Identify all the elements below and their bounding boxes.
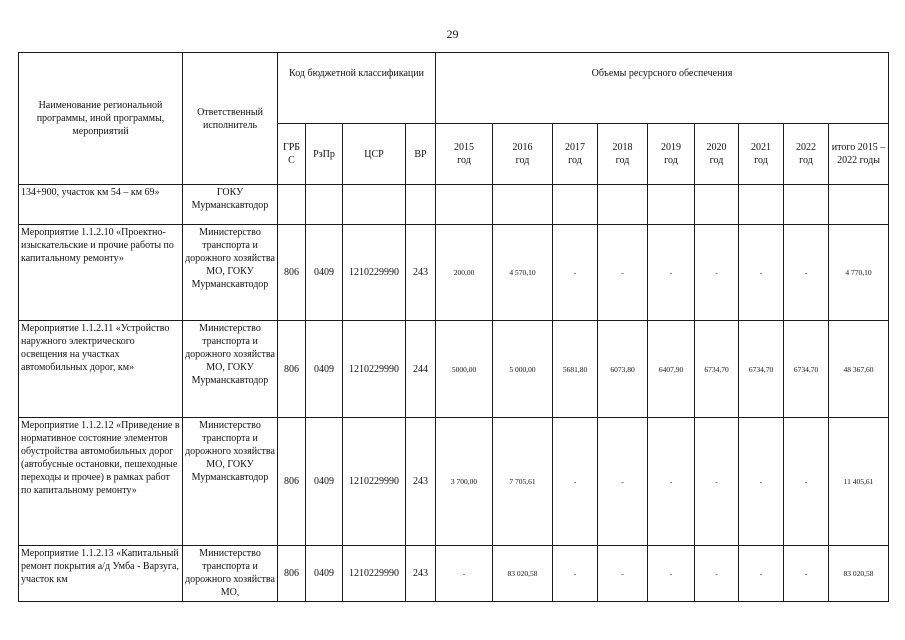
row-value-2016: 5 000,00 (493, 321, 553, 418)
header-year-2015: 2015 год (436, 124, 493, 185)
row-executor: Министерство транспорта и дорожного хозяйства МО, ГОКУ Мурманскавтодор (183, 321, 278, 418)
row-value-2017: - (553, 225, 598, 321)
row-value-2020 (695, 185, 739, 225)
row-value-2016: 7 705,61 (493, 418, 553, 546)
row-value-2015: 5000,00 (436, 321, 493, 418)
row-grbs (278, 185, 306, 225)
row-name: Мероприятие 1.1.2.12 «Приведение в нормативное состояние элементов обустройства автомобильных дорог (автобусные остановки, пешеходные переходы и прочее) в рамках работ по капитальному ремонту» (19, 418, 183, 546)
header-year-2018: 2018 год (598, 124, 648, 185)
row-value-2021: - (739, 418, 784, 546)
row-name: Мероприятие 1.1.2.10 «Проектно-изыскательские и прочие работы по капитальному ремонту» (19, 225, 183, 321)
header-year-2019: 2019 год (648, 124, 695, 185)
header-year-2022: 2022 год (784, 124, 829, 185)
table-row (19, 185, 889, 225)
row-value-2017 (553, 185, 598, 225)
header-csr: ЦСР (343, 124, 406, 185)
row-value-2019 (648, 185, 695, 225)
row-grbs: 806 (278, 546, 306, 602)
row-value-2019: - (648, 546, 695, 602)
row-vr: 243 (406, 225, 436, 321)
header-year-2017: 2017 год (553, 124, 598, 185)
row-rzpr: 0409 (306, 225, 343, 321)
row-vr: 243 (406, 546, 436, 602)
row-total: 83 020,58 (829, 546, 889, 602)
row-value-2020: 6734,70 (695, 321, 739, 418)
header-year-2020: 2020 год (695, 124, 739, 185)
row-value-2016: 4 570,10 (493, 225, 553, 321)
row-rzpr: 0409 (306, 418, 343, 546)
row-value-2022: - (784, 418, 829, 546)
header-vr: ВР (406, 124, 436, 185)
row-grbs: 806 (278, 418, 306, 546)
header-total: итого 2015 – 2022 годы (829, 124, 889, 185)
header-grbs: ГРБ С (278, 124, 306, 185)
row-executor: Министерство транспорта и дорожного хозяйства МО, ГОКУ Мурманскавтодор (183, 225, 278, 321)
header-rzpr: РзПр (306, 124, 343, 185)
page-number: 29 (446, 27, 459, 41)
row-value-2019: 6407,90 (648, 321, 695, 418)
row-value-2021: - (739, 225, 784, 321)
row-total: 48 367,60 (829, 321, 889, 418)
row-value-2015: 3 700,00 (436, 418, 493, 546)
row-rzpr (306, 185, 343, 225)
row-csr (343, 185, 406, 225)
row-value-2015: - (436, 546, 493, 602)
header-name: Наименование региональной программы, иной программы, мероприятий (19, 53, 183, 185)
row-csr: 1210229990 (343, 546, 406, 602)
row-grbs: 806 (278, 225, 306, 321)
row-value-2016 (493, 185, 553, 225)
row-name: 134+900, участок км 54 – км 69» (19, 185, 183, 225)
row-vr (406, 185, 436, 225)
row-executor: Министерство транспорта и дорожного хозяйства МО, (183, 546, 278, 602)
row-value-2018: - (598, 225, 648, 321)
row-total (829, 185, 889, 225)
header-executor: Ответственный исполнитель (183, 53, 278, 185)
row-value-2021: 6734,70 (739, 321, 784, 418)
row-csr: 1210229990 (343, 225, 406, 321)
row-csr: 1210229990 (343, 321, 406, 418)
row-value-2015 (436, 185, 493, 225)
budget-table (18, 52, 889, 602)
row-value-2022: 6734,70 (784, 321, 829, 418)
row-csr: 1210229990 (343, 418, 406, 546)
row-value-2018: 6073,80 (598, 321, 648, 418)
row-rzpr: 0409 (306, 321, 343, 418)
table-row (19, 321, 889, 418)
row-executor: ГОКУ Мурманскавтодор (183, 185, 278, 225)
row-vr: 243 (406, 418, 436, 546)
header-year-2016: 2016 год (493, 124, 553, 185)
row-value-2021 (739, 185, 784, 225)
row-value-2016: 83 020,58 (493, 546, 553, 602)
header-year-2021: 2021 год (739, 124, 784, 185)
row-value-2018 (598, 185, 648, 225)
row-value-2019: - (648, 225, 695, 321)
row-value-2020: - (695, 418, 739, 546)
header-resources: Объемы ресурсного обеспечения (436, 53, 889, 124)
row-value-2015: 200,00 (436, 225, 493, 321)
header-budget-code: Код бюджетной классификации (278, 53, 436, 124)
row-value-2017: - (553, 418, 598, 546)
row-value-2022: - (784, 546, 829, 602)
row-vr: 244 (406, 321, 436, 418)
row-value-2018: - (598, 546, 648, 602)
row-total: 11 405,61 (829, 418, 889, 546)
row-executor: Министерство транспорта и дорожного хозяйства МО, ГОКУ Мурманскавтодор (183, 418, 278, 546)
row-value-2018: - (598, 418, 648, 546)
row-value-2020: - (695, 546, 739, 602)
row-value-2017: 5681,80 (553, 321, 598, 418)
row-grbs: 806 (278, 321, 306, 418)
row-name: Мероприятие 1.1.2.11 «Устройство наружного электрического освещения на участках автомобильных дорог, км» (19, 321, 183, 418)
table-row (19, 546, 889, 602)
row-total: 4 770,10 (829, 225, 889, 321)
table-row (19, 418, 889, 546)
row-value-2022 (784, 185, 829, 225)
row-value-2021: - (739, 546, 784, 602)
row-name: Мероприятие 1.1.2.13 «Капитальный ремонт покрытия а/д Умба - Варзуга, участок км (19, 546, 183, 602)
row-value-2017: - (553, 546, 598, 602)
row-rzpr: 0409 (306, 546, 343, 602)
row-value-2020: - (695, 225, 739, 321)
row-value-2022: - (784, 225, 829, 321)
row-value-2019: - (648, 418, 695, 546)
table-row (19, 225, 889, 321)
